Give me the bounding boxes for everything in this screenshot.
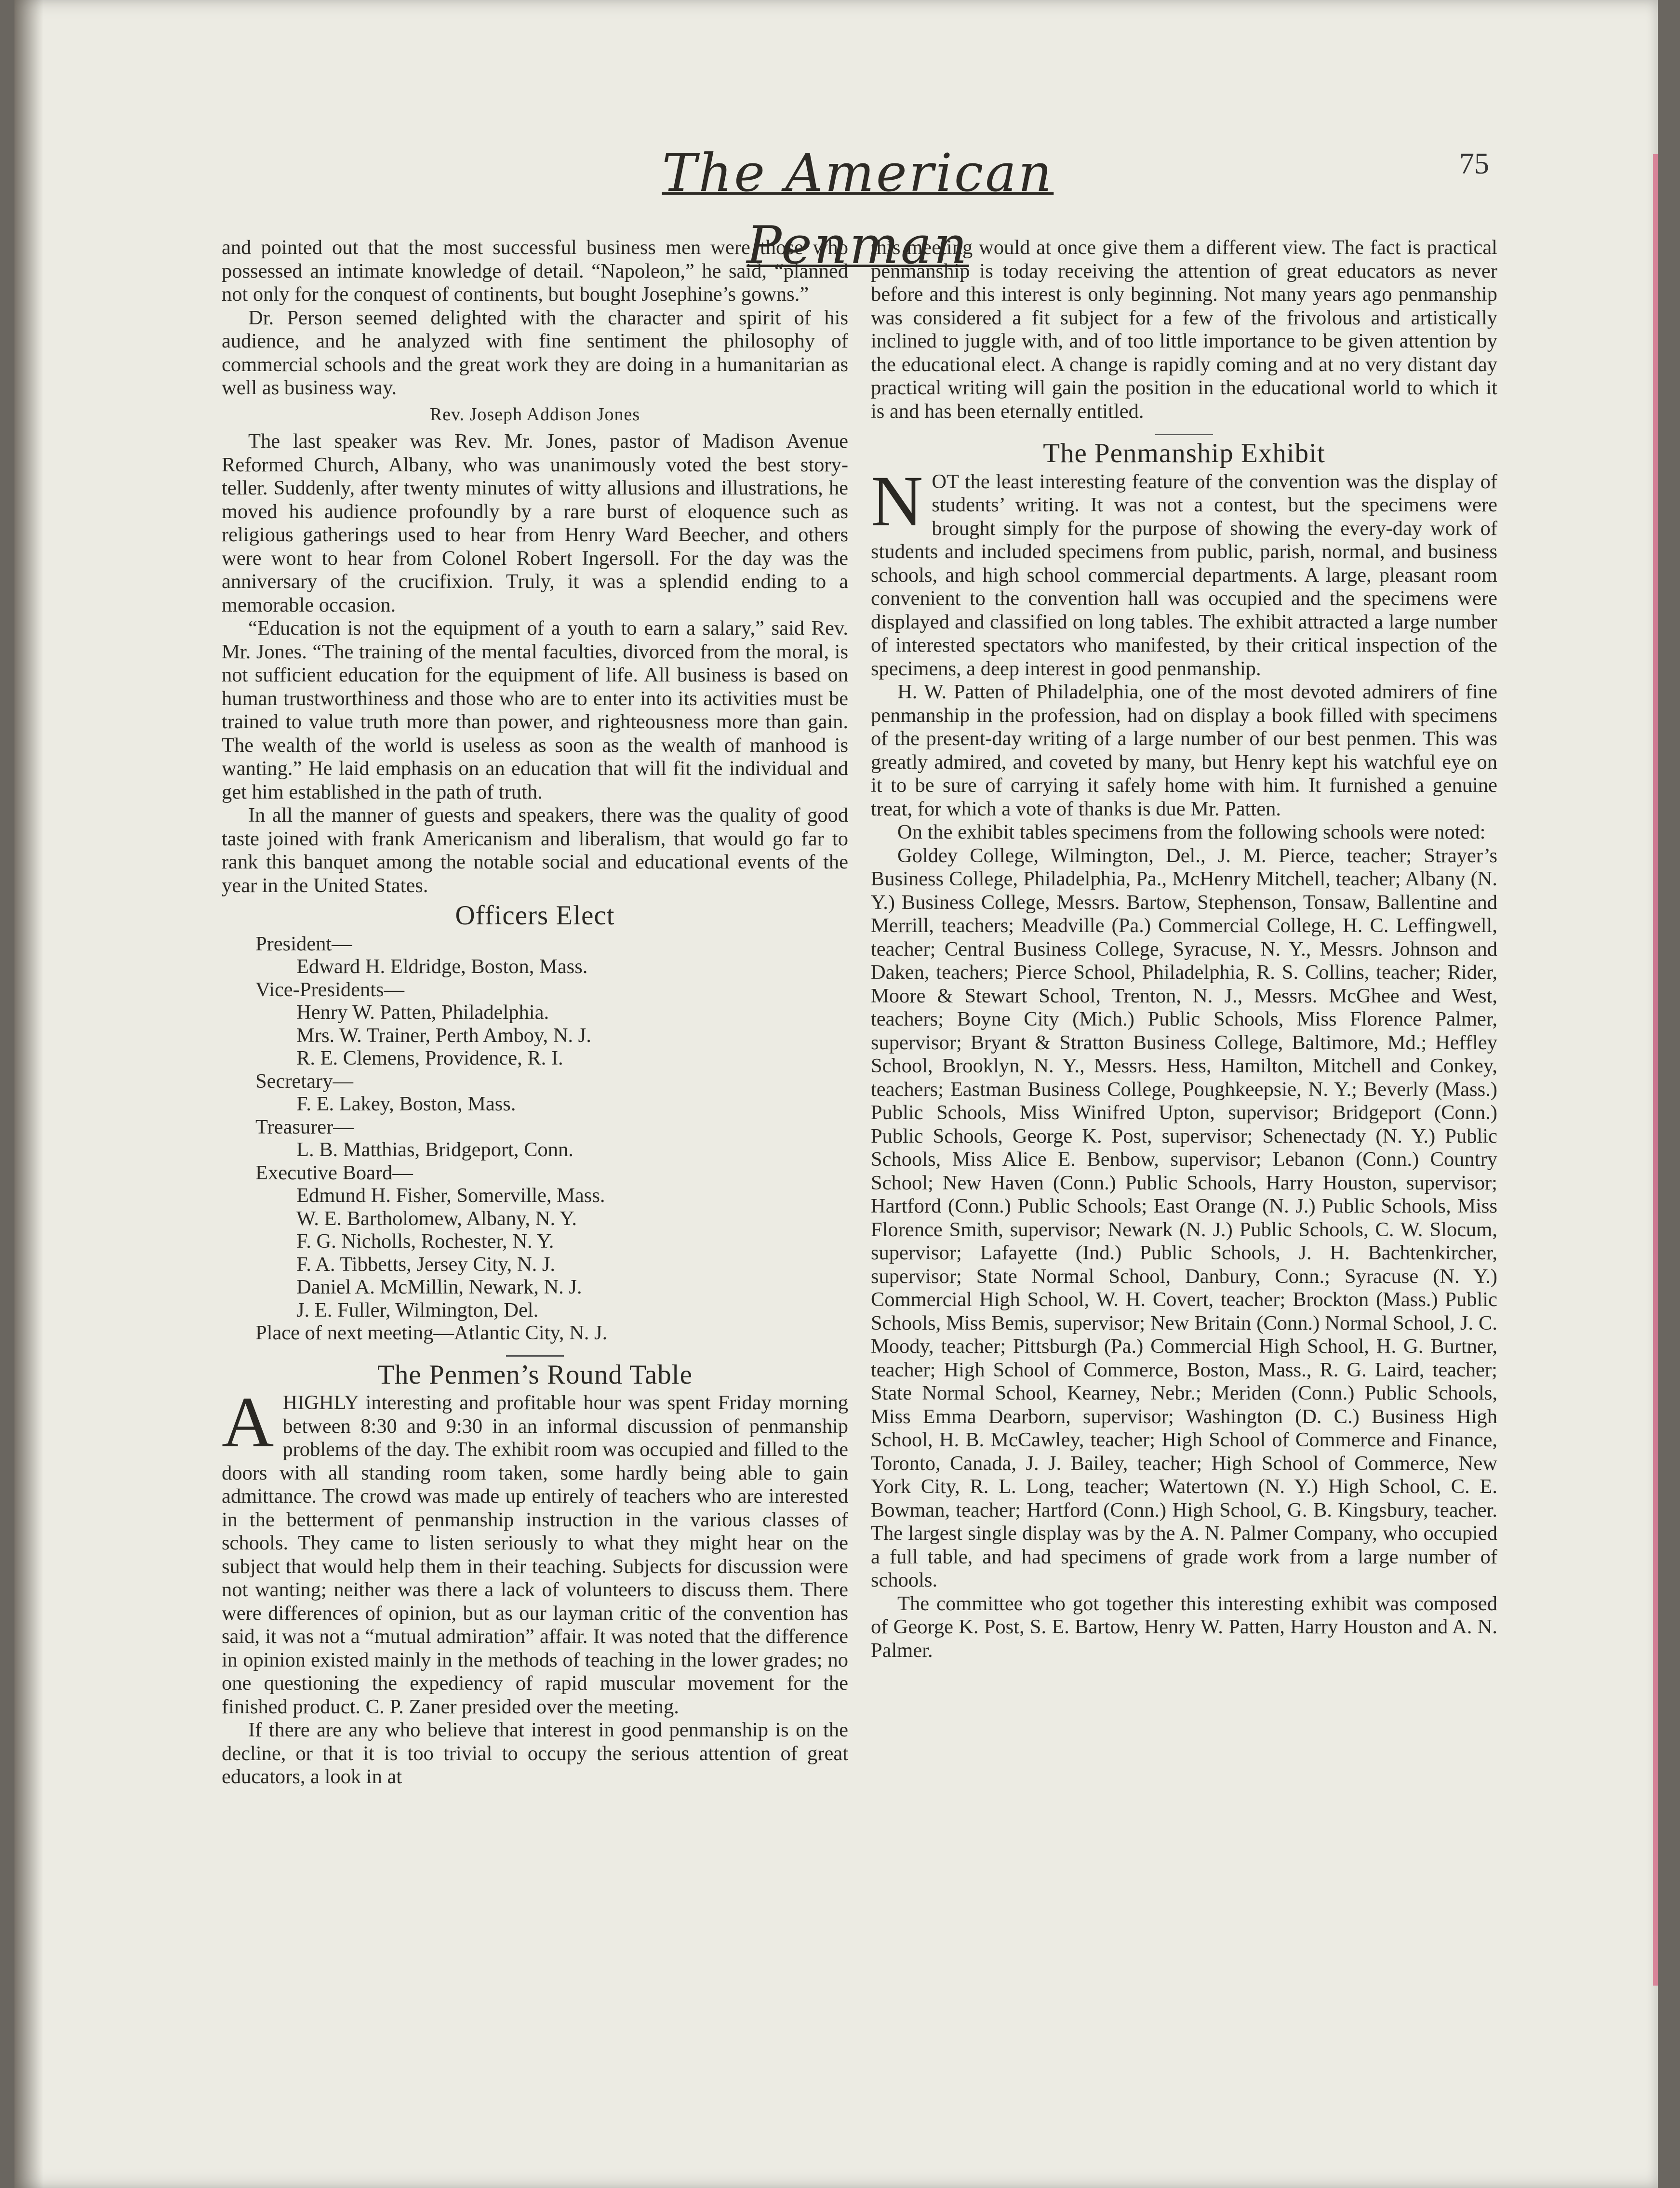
page-number: 75 [1459, 147, 1489, 180]
byline: Rev. Joseph Addison Jones [429, 404, 640, 425]
paragraph: Goldey College, Wilmington, Del., J. M. Pierce, teacher; Strayer’s Business College, Philadelphia, Pa., McHenry Mitchell, teacher; Albany (N. Y.) Business College, Messrs. Bartow, Stephenson, Tonsaw, Ballentine and Merrill, teachers; Meadville (Pa.) Commercial College, H. C. Leffingwell, teacher; Central Business College, Syracuse, N. Y., Messrs. Johnson and Daken, teachers; Pierce School, Philadelphia, R. S. Collins, teacher; Rider, Moore & Stewart School, Trenton, N. J., Messrs. McGhee and West, teachers; Boyne City (Mich.) Public Schools, Miss Florence Palmer, supervisor; Bryant & Stratton Business College, Baltimore, Md.; Heffley School, Brooklyn, N. Y., Messrs. Hess, Hamilton, Mitchell and Conkey, teachers; Eastman Business College, Poughkeepsie, N. Y.; Beverly (Mass.) Public Schools, Miss Winifred Upton, supervisor; Bridgeport (Conn.) Public Schools, George K. Post, supervisor; Schenectady (N. Y.) Public Schools, Miss Alice E. Benbow, supervisor; Lebanon (Conn.) Country School; New Haven (Conn.) Public Schools, Harry Houston, supervisor; Hartford (Conn.) Public Schools; East Orange (N. J.) Public Schools, Miss Florence Smith, supervisor; Newark (N. J.) Public Schools, C. W. Slocum, supervisor; Lafayette (Ind.) Public Schools, J. H. Bachtenkircher, supervisor; State Normal School, Danbury, Conn.; Syracuse (N. Y.) Commercial High School, W. H. Covert, teacher; Brockton (Mass.) Public Schools, Miss Bemis, supervisor; New Britain (Conn.) Normal School, J. C. Moody, teacher; Pittsburgh (Pa.) Commercial High School, H. G. Burtner, teacher; High School of Commerce, Boston, Mass., R. G. Laird, teacher; State Normal School, Kearney, Nebr.; Meriden (Conn.) Public Schools, Miss Emma Dearborn, supervisor; Washington (D. C.) Business High School, H. B. McCawley, teacher; High School of Commerce and Finance, Toronto, Canada, J. J. Bailey, teacher; High School of Commerce, New York City, R. L. Long, teacher; Watertown (N. Y.) High School, C. E. Bowman, teacher; Hartford (Conn.) High School, G. B. Kingsbury, teacher. The largest single display was by the A. N. Palmer Company, who occupied a full table, and had specimens of grade work from a large number of schools. [871, 844, 1497, 1591]
officer-name: F. E. Lakey, Boston, Mass. [296, 1093, 516, 1115]
paragraph-text: HIGHLY interesting and profitable hour was spent Friday morning between 8:30 and 9:30 in an informal discussion of penmanship problems of the day. The exhibit room was occupied and filled to the doors with all standing room taken, some hardly being able to gain admittance. The crowd was made up entirely of teachers who are interested in the betterment of penmanship instruction in the various classes of schools. They came to listen seriously to what they might hear on the subject that would help them in their teaching. Subjects for discussion were not wanting; neither was there a lack of volunteers to discuss them. There were differences of opinion, but as our layman critic of the convention has said, it was not a “mutual admiration” affair. It was noted that the difference in opinion existed mainly in the methods of teaching in the lower grades; no one questioning the expediency of rapid muscular movement for the finished product. C. P. Zaner presided over the meeting. [222, 1391, 848, 1718]
officer-name: F. G. Nicholls, Rochester, N. Y. [296, 1230, 554, 1253]
officer-name: J. E. Fuller, Wilmington, Del. [296, 1298, 539, 1321]
paragraph: If there are any who believe that interest in good penmanship is on the decline, or that it is too trivial to occupy the serious attention of great educators, a look in at [222, 1719, 848, 1788]
gutter-shadow [14, 0, 43, 2188]
paragraph: In all the manner of guests and speakers, there was the quality of good taste joined with frank Americanism and liberalism, that would go far to rank this banquet among the notable social and educational events of the year in the United States. [222, 804, 848, 897]
divider [1155, 434, 1213, 435]
drop-cap: A [222, 1382, 274, 1462]
page [14, 0, 1658, 2188]
paragraph-text: OT the least interesting feature of the convention was the display of students’ writing. It was not a contest, but the specimens were brought simply for the purpose of showing the every-day work of students and included specimens from public, parish, normal, and business schools, and high school commercial departments. A large, pleasant room convenient to the convention hall was occupied and the specimens were displayed and classified on long tables. The exhibit attracted a large number of interested spectators who manifested, by their critical inspection of the specimens, a deep interest in good penmanship. [871, 470, 1497, 680]
masthead-logo: The American Penman [662, 143, 1054, 276]
paragraph: and pointed out that the most successful business men were those who possessed an intimate knowledge of detail. “Napoleon,” he said, “planned not only for the conquest of continents, but bought Josephine’s gowns.” [222, 236, 848, 306]
drop-cap: N [871, 461, 923, 541]
paragraph: this meeting would at once give them a different view. The fact is practical penmanship is today receiving the attention of great educators as never before and this interest is only beginning. Not many years ago penmanship was considered a fit subject for a few of the frivolous and artistically inclined to juggle with, and of too little importance to be given attention by the educational elect. A change is rapidly coming and at no very distant day practical writing will gain the position in the educational world to which it is and has been eternally entitled. [871, 236, 1497, 423]
officer-title: Secretary— [255, 1069, 353, 1093]
officer-title: President— [255, 932, 352, 955]
paragraph: The committee who got together this interesting exhibit was composed of George K. Post, S. E. Bartow, Henry W. Patten, Harry Houston and A. N. Palmer. [871, 1592, 1497, 1662]
officer-name: L. B. Matthias, Bridgeport, Conn. [296, 1138, 573, 1161]
officer-name: Mrs. W. Trainer, Perth Amboy, N. J. [296, 1024, 591, 1047]
paragraph: “Education is not the equipment of a youth to earn a salary,” said Rev. Mr. Jones. “The training of the mental faculties, divorced from the moral, is not sufficient education for the equipment of life. All business is based on human trustworthiness and those who are to enter into its activities must be trained to value truth more than power, and righteousness more than gain. The wealth of the world is useless as soon as the wealth of manhood is wanting.” He laid emphasis on an education that will fit the individual and get him established in the path of truth. [222, 617, 848, 803]
left-column [222, 236, 848, 1789]
masthead [554, 137, 1161, 276]
officers-list [222, 933, 848, 1345]
paragraph-with-dropcap [871, 461, 1497, 681]
officer-name: R. E. Clemens, Providence, R. I. [296, 1047, 563, 1069]
officer-title: Executive Board— [255, 1161, 413, 1184]
section-heading-round-table: The Penmen’s Round Table [377, 1359, 693, 1390]
section-heading-exhibit: The Penmanship Exhibit [1043, 438, 1325, 468]
page-edge-stain [1653, 154, 1658, 1986]
officer-title: Place of next meeting—Atlantic City, N. J. [255, 1321, 608, 1344]
section-heading-officers: Officers Elect [455, 900, 615, 931]
paragraph: On the exhibit tables specimens from the following schools were noted: [897, 821, 1486, 843]
officer-name: W. E. Bartholomew, Albany, N. Y. [296, 1207, 577, 1230]
paragraph: Dr. Person seemed delighted with the character and spirit of his audience, and he analyzed with fine sentiment the philosophy of commercial schools and the great work they are doing in a humanitarian as well as business way. [222, 306, 848, 399]
officer-name: F. A. Tibbetts, Jersey City, N. J. [296, 1253, 555, 1276]
right-column [871, 236, 1497, 1662]
paragraph-with-dropcap [222, 1382, 848, 1719]
officer-name: Edmund H. Fisher, Somerville, Mass. [296, 1184, 605, 1207]
officer-name: Edward H. Eldridge, Boston, Mass. [296, 955, 588, 978]
officer-title: Vice-Presidents— [255, 978, 405, 1001]
officer-name: Daniel A. McMillin, Newark, N. J. [296, 1276, 582, 1298]
paragraph: The last speaker was Rev. Mr. Jones, pastor of Madison Avenue Reformed Church, Albany, who was unanimously voted the best story-teller. Suddenly, after twenty minutes of witty allusions and illustrations, he moved his audience profoundly by a rare burst of eloquence such as religious gatherings used to hear from Henry Ward Beecher, and others were wont to hear from Colonel Robert Ingersoll. For the day was the anniversary of the crucifixion. Truly, it was a splendid ending to a memorable occasion. [222, 430, 848, 616]
officer-title: Treasurer— [255, 1115, 354, 1138]
officer-name: Henry W. Patten, Philadelphia. [296, 1001, 549, 1024]
paragraph: H. W. Patten of Philadelphia, one of the most devoted admirers of fine penmanship in the profession, had on display a book filled with specimens of the present-day writing of a large number of our best penmen. This was greatly admired, and coveted by many, but Henry kept his watchful eye on it to be sure of carrying it safely home with him. It furnished a genuine treat, for which a vote of thanks is due Mr. Patten. [871, 680, 1497, 820]
divider [506, 1355, 564, 1357]
